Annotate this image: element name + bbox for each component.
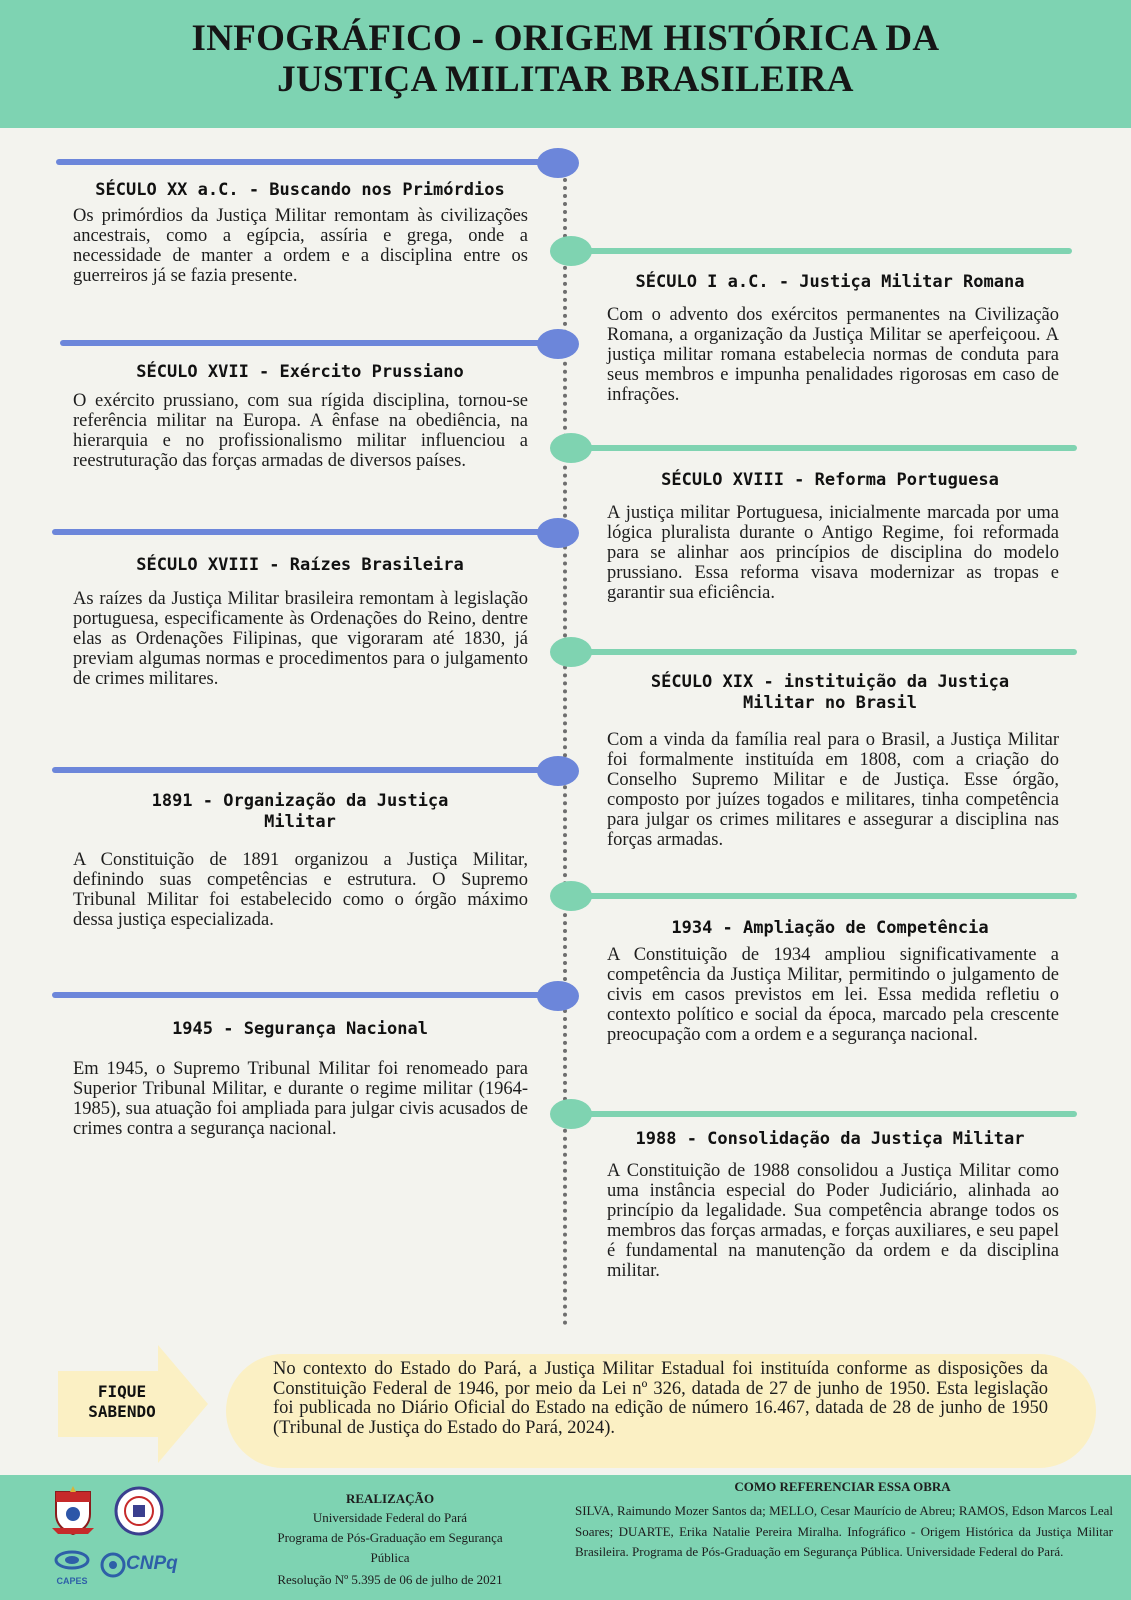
entry-text: Em 1945, o Supremo Tribunal Militar foi renomeado para Superior Tribunal Militar, e durante o regime militar (1964-1985), sua atuação foi ampliada para julgar civis acusados de crimes contra a segurança nacional. [73, 1059, 528, 1139]
timeline-marker-bar [52, 529, 546, 535]
timeline-marker-bar [575, 248, 1072, 254]
capes-logo-text: CAPES [56, 1576, 88, 1586]
entry-title-line: SÉCULO XIX - instituição da Justiça [650, 672, 1010, 692]
timeline-marker-dot [537, 518, 579, 548]
entry-title: SÉCULO XVIII - Reforma Portuguesa [661, 470, 999, 490]
timeline-marker-dot [550, 1099, 592, 1129]
timeline-marker-bar [60, 340, 546, 346]
entry-title-line: Militar [264, 812, 336, 832]
timeline-marker-dot [550, 881, 592, 911]
capes-logo-icon [52, 1550, 92, 1574]
timeline-marker-bar [575, 1111, 1077, 1117]
timeline-marker-bar [575, 893, 1077, 899]
entry-text: O exército prussiano, com sua rígida disciplina, tornou-se referência militar na Europa. A ênfase na obediência, na hierarquia e no profissionalismo militar influenciou a reestruturação das forças armadas de diversos países. [73, 391, 528, 471]
entry-title-line: Militar no Brasil [743, 693, 917, 713]
entry-title: SÉCULO XX a.C. - Buscando nos Primórdios [95, 180, 505, 200]
timeline-marker-dot [537, 981, 579, 1011]
callout-text: No contexto do Estado do Pará, a Justiça Militar Estadual foi instituída conforme as disposições da Constituição Federal de 1946, por meio da Lei nº 326, datada de 27 de junho de 1950. Esta legislação foi publicada no Diário Oficial do Estado na edição de número 16.467, datada de 28 de junho de 1950 (Tribunal de Justiça do Estado do Pará, 2024). [273, 1359, 1048, 1438]
entry-title [70, 791, 530, 833]
timeline-marker-bar [52, 767, 546, 773]
entry-title: SÉCULO I a.C. - Justiça Militar Romana [635, 272, 1025, 292]
reference-heading: COMO REFERENCIAR ESSA OBRA [734, 1479, 951, 1494]
timeline-marker-bar [575, 445, 1077, 451]
timeline-marker-dot [537, 148, 579, 178]
entry-title: 1945 - Segurança Nacional [172, 1019, 428, 1039]
realizacao-line: Universidade Federal do Pará [312, 1510, 468, 1525]
entry-text: A Constituição de 1934 ampliou significativamente a competência da Justiça Militar, permitindo o julgamento de civis em casos previstos em lei. Essa medida refletiu o contexto político e social da época, marcado pela crescente preocupação com a ordem e a segurança nacional. [607, 945, 1059, 1045]
entry-title: 1934 - Ampliação de Competência [671, 918, 989, 938]
page-title [0, 18, 1131, 100]
timeline-marker-dot [550, 637, 592, 667]
entry-text: Com a vinda da família real para o Brasil, a Justiça Militar foi formalmente instituída em 1808, com a criação do Conselho Supremo Militar e de Justiça. Esse órgão, composto por juízes togados e militares, tinha competência para julgar os crimes militares e assegurar a disciplina nas forças armadas. [607, 730, 1059, 850]
realizacao-line: Programa de Pós-Graduação em Segurança [277, 1530, 503, 1545]
cnpq-logo-text: CNPq [126, 1553, 178, 1574]
entry-text: Os primórdios da Justiça Militar remontam às civilizações ancestrais, como a egípcia, assíria e grega, onde a necessidade de manter a ordem e a disciplina entre os guerreiros já se fazia presente. [73, 206, 528, 286]
university-seal-icon [114, 1486, 164, 1536]
entry-text: A Constituição de 1988 consolidou a Justiça Militar como uma instância especial do Poder Judiciário, alinhada ao princípio da legalidade. Sua competência abrange todos os membros das forças armadas, e forças auxiliares, e seu papel é fundamental na manutenção da ordem e da disciplina militar. [607, 1161, 1059, 1281]
title-line-2: JUSTIÇA MILITAR BRASILEIRA [277, 59, 854, 100]
timeline-marker-bar [52, 992, 546, 998]
callout-label-line: SABENDO [88, 1402, 156, 1421]
entry-title: SÉCULO XVII - Exército Prussiano [136, 362, 464, 382]
title-line-1: INFOGRÁFICO - ORIGEM HISTÓRICA DA [191, 18, 940, 59]
entry-title: SÉCULO XVIII - Raízes Brasileira [136, 555, 464, 575]
timeline-marker-dot [537, 756, 579, 786]
timeline-marker-bar [575, 649, 1077, 655]
entry-text: A justiça militar Portuguesa, inicialmente marcada por uma lógica pluralista durante o Antigo Regime, foi reformada para se alinhar aos princípios de disciplina do modelo prussiano. Essa reforma visava modernizar as tropas e garantir sua eficiência. [607, 503, 1059, 603]
header-banner [0, 0, 1131, 128]
cnpq-logo-icon [100, 1552, 126, 1578]
realizacao-line: Pública [370, 1550, 410, 1565]
realizacao-heading: REALIZAÇÃO [345, 1491, 435, 1506]
timeline-marker-dot [537, 329, 579, 359]
entry-text: A Constituição de 1891 organizou a Justiça Militar, definindo suas competências e estrutura. O Supremo Tribunal Militar foi estabelecido como o órgão máximo dessa justiça especializada. [73, 850, 528, 930]
timeline-marker-dot [550, 236, 592, 266]
entry-text: Com o advento dos exércitos permanentes na Civilização Romana, a organização da Justiça Militar se aperfeiçoou. A justiça militar romana estabelecia normas de conduta para seus membros e impunha penalidades rigorosas em caso de infrações. [607, 305, 1059, 405]
entry-title-line: 1891 - Organização da Justiça [151, 791, 449, 811]
callout-label-line: FIQUE [97, 1382, 147, 1401]
ufpa-crest-icon [48, 1484, 98, 1538]
reference-text: SILVA, Raimundo Mozer Santos da; MELLO, Cesar Maurício de Abreu; RAMOS, Edson Marcos Leal Soares; DUARTE, Erika Natalie Pereira Miralha. Infográfico - Origem Histórica da Justiça Militar Brasileira. Programa de Pós-Graduação em Segurança Pública. Universidade Federal do Pará. [575, 1503, 1113, 1559]
entry-title [600, 672, 1060, 714]
realizacao-line: Resolução Nº 5.395 de 06 de julho de 2021 [277, 1572, 503, 1587]
timeline-marker-bar [56, 159, 546, 165]
entry-title: 1988 - Consolidação da Justiça Militar [635, 1129, 1025, 1149]
entry-text: As raízes da Justiça Militar brasileira remontam à legislação portuguesa, especificamente às Ordenações do Reino, dentre elas as Ordenações Filipinas, que vigoraram até 1830, já previam algumas normas e procedimentos para o julgamento de crimes militares. [73, 589, 528, 689]
callout-label [62, 1382, 182, 1422]
timeline-marker-dot [550, 433, 592, 463]
